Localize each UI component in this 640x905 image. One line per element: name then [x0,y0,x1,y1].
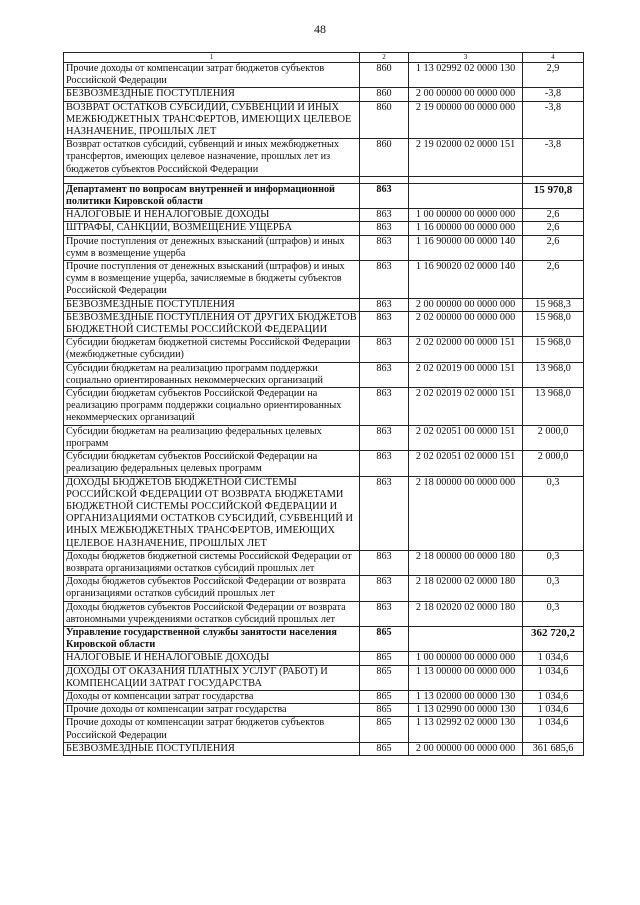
table-row [64,550,584,575]
table-row [64,63,584,88]
row-name-cell: БЕЗВОЗМЕЗДНЫЕ ПОСТУПЛЕНИЯ [64,298,360,311]
table-header-row [64,53,584,63]
row-budget-code-cell: 2 18 00000 00 0000 180 [409,550,523,575]
row-amount-cell: 0,3 [523,476,584,550]
table-row [64,101,584,139]
row-name-cell: ВОЗВРАТ ОСТАТКОВ СУБСИДИЙ, СУБВЕНЦИЙ И ИНЫХ МЕЖБЮДЖЕТНЫХ ТРАНСФЕРТОВ, ИМЕЮЩИХ ЦЕЛЕВОЕ НАЗНАЧЕНИЕ, ПРОШЛЫХ ЛЕТ [64,101,360,139]
row-admin-code-cell: 865 [360,717,409,742]
row-name-cell: Субсидии бюджетам на реализацию федеральных целевых программ [64,425,360,450]
row-admin-code-cell: 865 [360,652,409,665]
row-amount-cell: 1 034,6 [523,690,584,703]
row-name-cell: ШТРАФЫ, САНКЦИИ, ВОЗМЕЩЕНИЕ УЩЕРБА [64,222,360,235]
row-admin-code-cell: 863 [360,550,409,575]
row-budget-code-cell: 2 00 00000 00 0000 000 [409,298,523,311]
row-name-cell: Возврат остатков субсидий, субвенций и иных межбюджетных трансфертов, имеющих целевое назначение, прошлых лет из бюджетов субъектов Российской Федерации [64,139,360,177]
row-amount-cell: -3,8 [523,88,584,101]
table-row [64,183,584,208]
row-admin-code-cell: 865 [360,665,409,690]
row-name-cell: Прочие доходы от компенсации затрат бюджетов субъектов Российской Федерации [64,63,360,88]
row-amount-cell: 2,6 [523,261,584,299]
row-name-cell: БЕЗВОЗМЕЗДНЫЕ ПОСТУПЛЕНИЯ [64,88,360,101]
table-row [64,298,584,311]
table-row [64,601,584,626]
row-amount-cell: 2,6 [523,209,584,222]
spacer-row [64,176,584,183]
row-amount-cell: 13 968,0 [523,388,584,426]
table-row [64,235,584,260]
table-row [64,209,584,222]
row-admin-code-cell: 863 [360,235,409,260]
header-col-1: 1 [64,53,360,63]
table-row [64,476,584,550]
row-admin-code-cell: 865 [360,742,409,755]
row-name-cell: Субсидии бюджетам бюджетной системы Российской Федерации (межбюджетные субсидии) [64,337,360,362]
table-row [64,717,584,742]
row-name-cell: Доходы бюджетов субъектов Российской Федерации от возврата организациями остатков субсидий прошлых лет [64,576,360,601]
table-row [64,665,584,690]
row-amount-cell: 0,3 [523,601,584,626]
row-admin-code-cell: 863 [360,261,409,299]
table-row [64,742,584,755]
row-name-cell: ДОХОДЫ БЮДЖЕТОВ БЮДЖЕТНОЙ СИСТЕМЫ РОССИЙСКОЙ ФЕДЕРАЦИИ ОТ ВОЗВРАТА БЮДЖЕТАМИ БЮДЖЕТНОЙ СИСТЕМЫ РОССИЙСКОЙ ФЕДЕРАЦИИ И ОРГАНИЗАЦИЯМИ ОСТАТКОВ СУБСИДИЙ, СУБВЕНЦИЙ И ИНЫХ МЕЖБЮДЖЕТНЫХ ТРАНСФЕРТОВ, ИМЕЮЩИХ ЦЕЛЕВОЕ НАЗНАЧЕНИЕ, ПРОШЛЫХ ЛЕТ [64,476,360,550]
header-col-3: 3 [409,53,523,63]
row-name-cell: Департамент по вопросам внутренней и информационной политики Кировской области [64,183,360,208]
row-amount-cell: 1 034,6 [523,717,584,742]
table-row [64,704,584,717]
row-budget-code-cell: 2 18 02000 02 0000 180 [409,576,523,601]
row-amount-cell: 2,6 [523,222,584,235]
row-amount-cell: 0,3 [523,550,584,575]
row-budget-code-cell: 2 19 00000 00 0000 000 [409,101,523,139]
row-amount-cell: 1 034,6 [523,652,584,665]
row-name-cell: Прочие поступления от денежных взысканий (штрафов) и иных сумм в возмещение ущерба [64,235,360,260]
row-name-cell: Доходы бюджетов бюджетной системы Российской Федерации от возврата организациями остатков субсидий прошлых лет [64,550,360,575]
table-row [64,425,584,450]
row-budget-code-cell: 2 00 00000 00 0000 000 [409,742,523,755]
row-budget-code-cell: 1 13 02000 00 0000 130 [409,690,523,703]
row-name-cell: Прочие доходы от компенсации затрат бюджетов субъектов Российской Федерации [64,717,360,742]
row-name-cell: Прочие поступления от денежных взысканий (штрафов) и иных сумм в возмещение ущерба, зачисляемые в бюджеты субъектов Российской Федерации [64,261,360,299]
row-amount-cell: 15 968,0 [523,311,584,336]
row-admin-code-cell: 863 [360,298,409,311]
row-admin-code-cell: 863 [360,451,409,476]
spacer-cell [64,176,360,183]
row-admin-code-cell: 863 [360,425,409,450]
row-name-cell: Доходы от компенсации затрат государства [64,690,360,703]
row-amount-cell: 13 968,0 [523,362,584,387]
row-amount-cell: 15 968,0 [523,337,584,362]
page-number: 48 [314,22,326,36]
row-budget-code-cell: 1 16 90020 02 0000 140 [409,261,523,299]
row-amount-cell: 15 970,8 [523,183,584,208]
row-amount-cell: 1 034,6 [523,704,584,717]
row-budget-code-cell: 2 19 02000 02 0000 151 [409,139,523,177]
row-amount-cell: -3,8 [523,101,584,139]
row-admin-code-cell: 865 [360,690,409,703]
row-name-cell: Прочие доходы от компенсации затрат государства [64,704,360,717]
row-admin-code-cell: 863 [360,209,409,222]
row-admin-code-cell: 863 [360,183,409,208]
table-row [64,222,584,235]
table-row [64,362,584,387]
spacer-cell [360,176,409,183]
spacer-cell [523,176,584,183]
row-budget-code-cell: 2 02 00000 00 0000 000 [409,311,523,336]
row-budget-code-cell: 1 00 00000 00 0000 000 [409,209,523,222]
row-budget-code-cell: 2 02 02051 02 0000 151 [409,451,523,476]
row-amount-cell: 2,6 [523,235,584,260]
row-amount-cell: 2,9 [523,63,584,88]
row-name-cell: НАЛОГОВЫЕ И НЕНАЛОГОВЫЕ ДОХОДЫ [64,209,360,222]
row-amount-cell: 361 685,6 [523,742,584,755]
header-col-2: 2 [360,53,409,63]
row-admin-code-cell: 860 [360,88,409,101]
row-amount-cell: 15 968,3 [523,298,584,311]
row-budget-code-cell: 2 18 02020 02 0000 180 [409,601,523,626]
row-name-cell: Субсидии бюджетам субъектов Российской Федерации на реализацию федеральных целевых программ [64,451,360,476]
row-budget-code-cell: 2 18 00000 00 0000 000 [409,476,523,550]
table-row [64,576,584,601]
row-amount-cell: 2 000,0 [523,425,584,450]
row-name-cell: БЕЗВОЗМЕЗДНЫЕ ПОСТУПЛЕНИЯ [64,742,360,755]
table-row [64,88,584,101]
row-admin-code-cell: 860 [360,63,409,88]
row-budget-code-cell: 1 13 02992 02 0000 130 [409,63,523,88]
table-row [64,626,584,651]
row-name-cell: Субсидии бюджетам на реализацию программ поддержки социально ориентированных некоммерческих организаций [64,362,360,387]
row-admin-code-cell: 863 [360,476,409,550]
row-budget-code-cell: 1 13 00000 00 0000 000 [409,665,523,690]
row-budget-code-cell [409,626,523,651]
table-row [64,337,584,362]
row-name-cell: ДОХОДЫ ОТ ОКАЗАНИЯ ПЛАТНЫХ УСЛУГ (РАБОТ) И КОМПЕНСАЦИИ ЗАТРАТ ГОСУДАРСТВА [64,665,360,690]
row-budget-code-cell: 2 02 02000 00 0000 151 [409,337,523,362]
row-budget-code-cell: 2 02 02051 00 0000 151 [409,425,523,450]
table-row [64,139,584,177]
row-admin-code-cell: 860 [360,101,409,139]
table-row [64,388,584,426]
row-admin-code-cell: 863 [360,362,409,387]
row-amount-cell: 1 034,6 [523,665,584,690]
table-row [64,652,584,665]
row-budget-code-cell: 2 00 00000 00 0000 000 [409,88,523,101]
row-budget-code-cell: 1 00 00000 00 0000 000 [409,652,523,665]
row-name-cell: Управление государственной службы занятости населения Кировской области [64,626,360,651]
row-name-cell: БЕЗВОЗМЕЗДНЫЕ ПОСТУПЛЕНИЯ ОТ ДРУГИХ БЮДЖЕТОВ БЮДЖЕТНОЙ СИСТЕМЫ РОССИЙСКОЙ ФЕДЕРАЦИИ [64,311,360,336]
header-col-4: 4 [523,53,584,63]
revenue-table [63,52,584,756]
table-row [64,261,584,299]
row-name-cell: Субсидии бюджетам субъектов Российской Федерации на реализацию программ поддержки социально ориентированных некоммерческих организаций [64,388,360,426]
row-budget-code-cell [409,183,523,208]
row-name-cell: Доходы бюджетов субъектов Российской Федерации от возврата автономными учреждениями остатков субсидий прошлых лет [64,601,360,626]
row-budget-code-cell: 1 13 02990 00 0000 130 [409,704,523,717]
row-budget-code-cell: 2 02 02019 02 0000 151 [409,388,523,426]
row-budget-code-cell: 1 13 02992 02 0000 130 [409,717,523,742]
row-amount-cell: 2 000,0 [523,451,584,476]
row-amount-cell: 362 720,2 [523,626,584,651]
row-name-cell: НАЛОГОВЫЕ И НЕНАЛОГОВЫЕ ДОХОДЫ [64,652,360,665]
row-admin-code-cell: 863 [360,311,409,336]
row-amount-cell: 0,3 [523,576,584,601]
row-admin-code-cell: 865 [360,704,409,717]
table-row [64,451,584,476]
row-admin-code-cell: 863 [360,337,409,362]
row-admin-code-cell: 860 [360,139,409,177]
row-budget-code-cell: 1 16 00000 00 0000 000 [409,222,523,235]
row-budget-code-cell: 1 16 90000 00 0000 140 [409,235,523,260]
row-budget-code-cell: 2 02 02019 00 0000 151 [409,362,523,387]
row-admin-code-cell: 863 [360,222,409,235]
row-admin-code-cell: 863 [360,601,409,626]
row-admin-code-cell: 863 [360,388,409,426]
row-amount-cell: -3,8 [523,139,584,177]
table-row [64,311,584,336]
table-row [64,690,584,703]
row-admin-code-cell: 863 [360,576,409,601]
spacer-cell [409,176,523,183]
row-admin-code-cell: 865 [360,626,409,651]
